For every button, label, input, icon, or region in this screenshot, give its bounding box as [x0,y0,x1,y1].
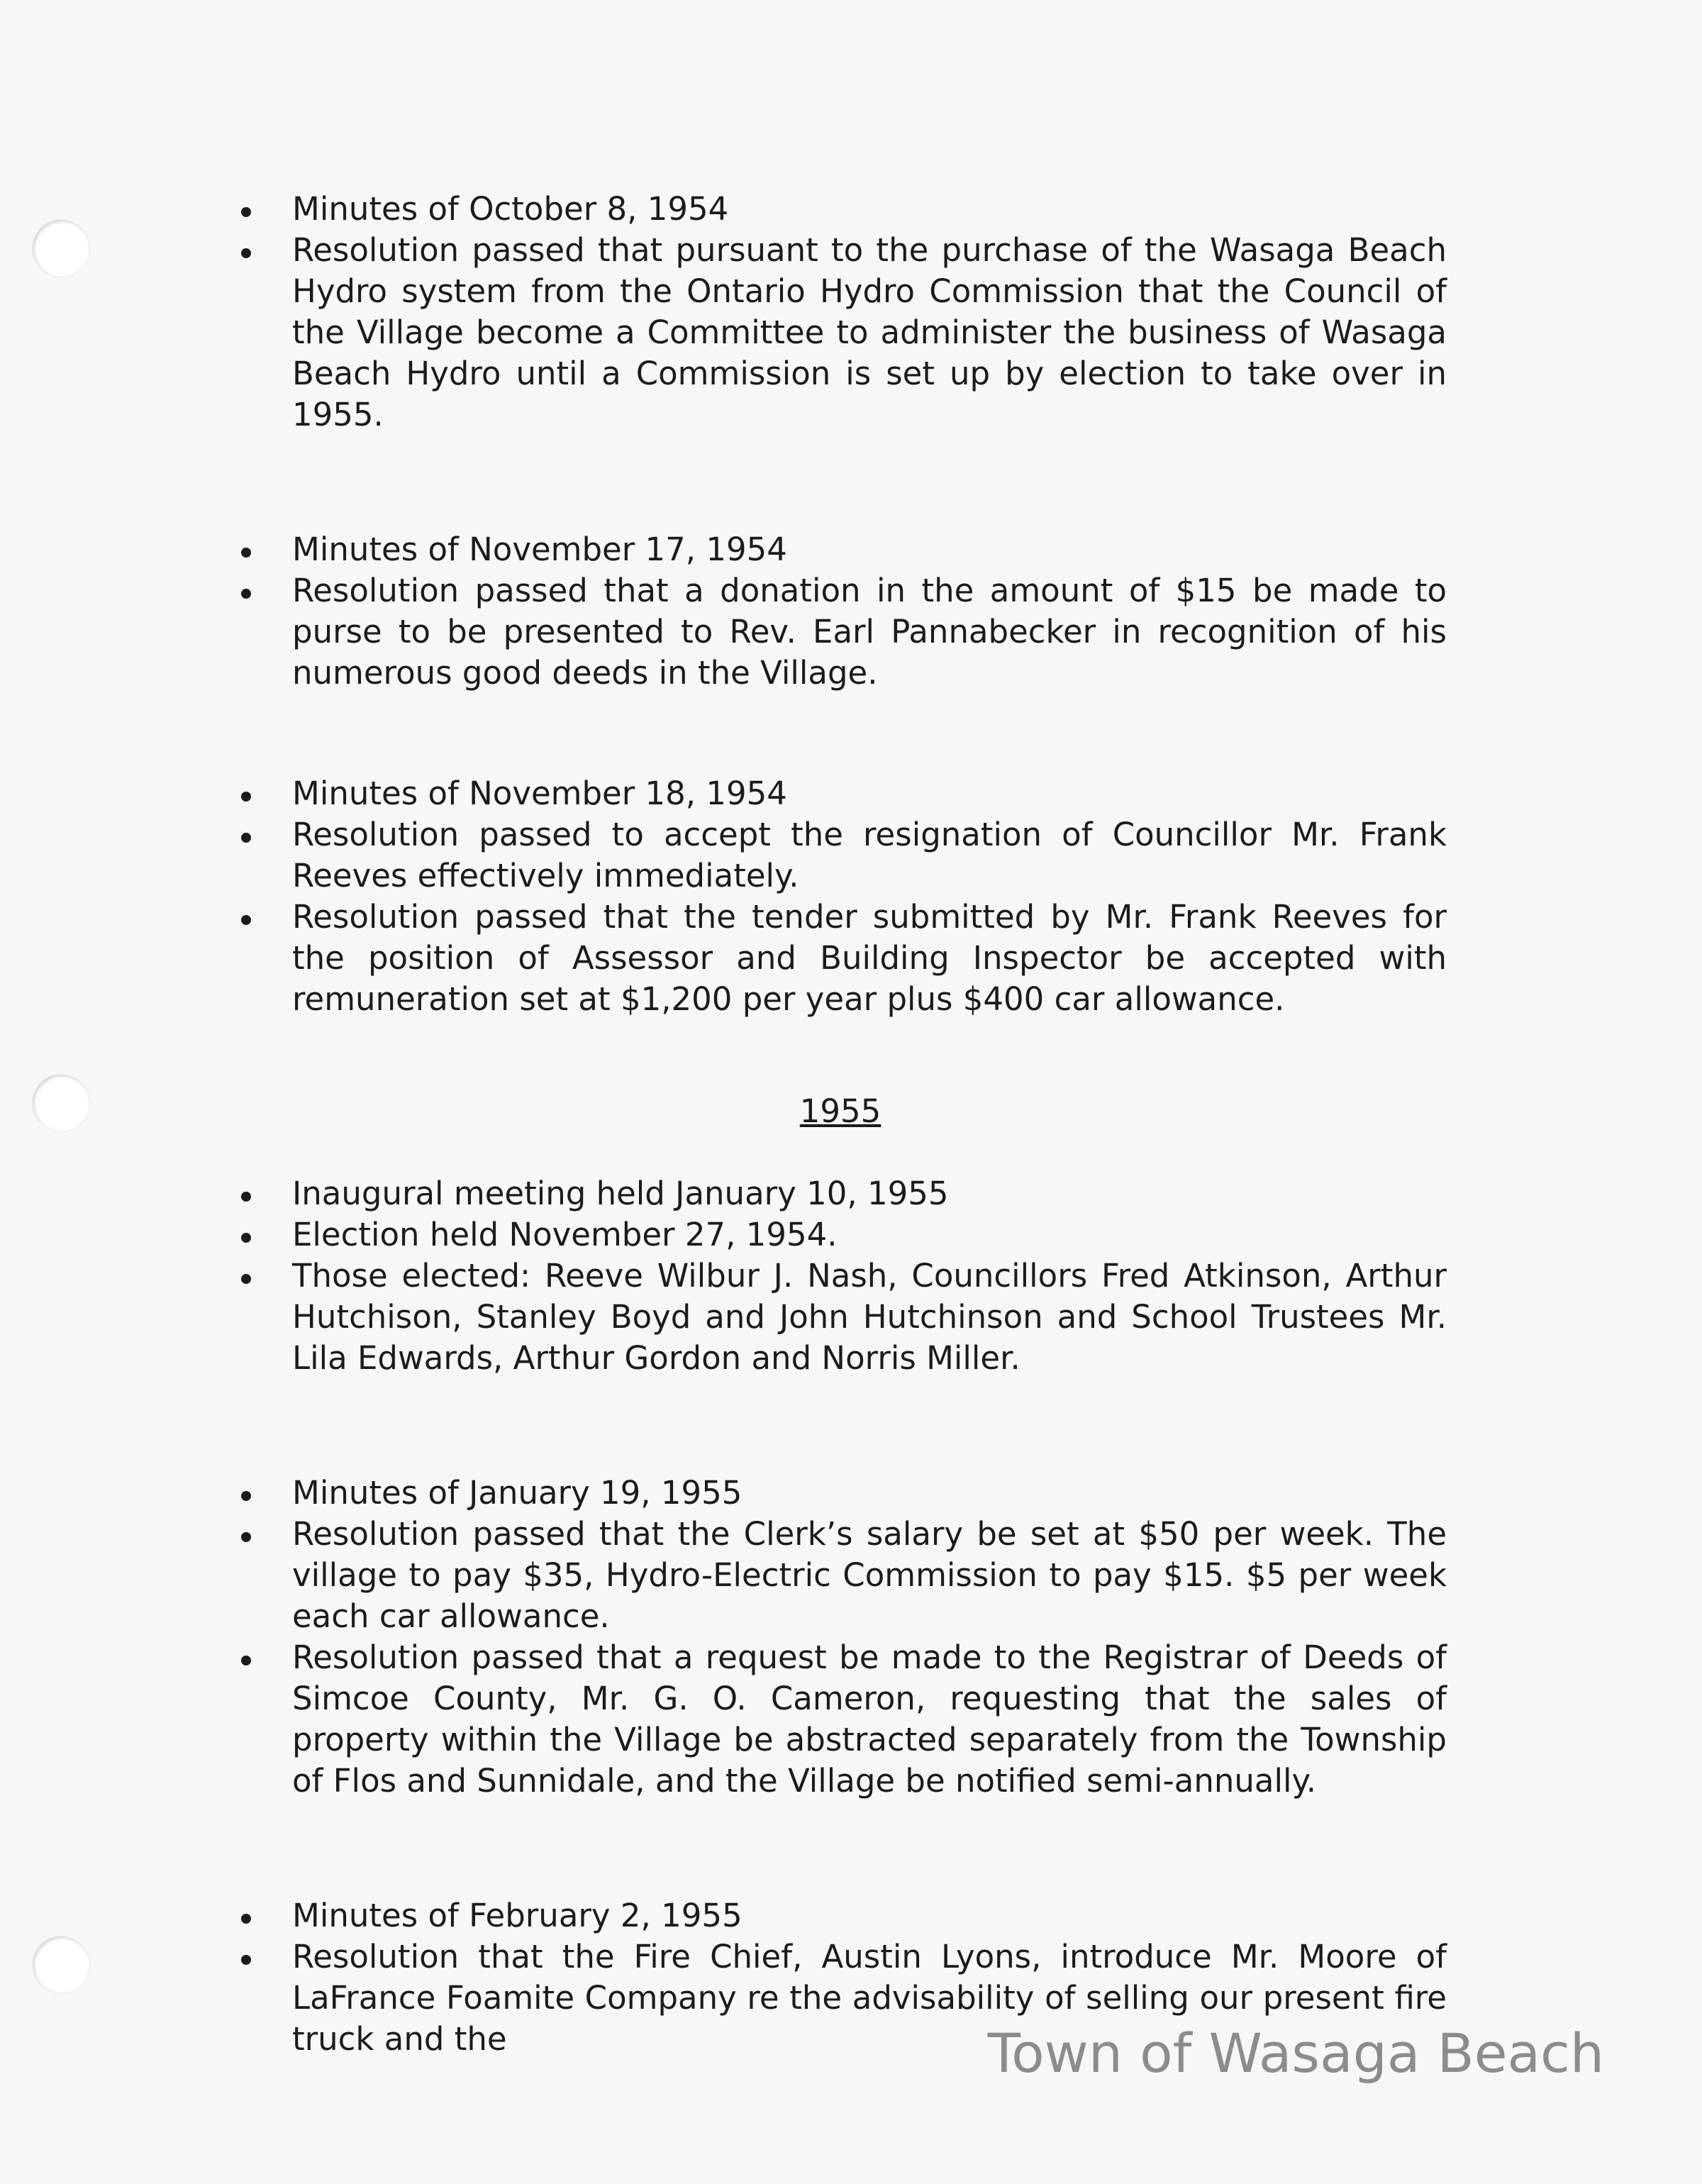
entry-text: Resolution passed to accept the resignation of Councillor Mr. Frank Reeves effectively immediately. [292,816,1447,894]
bullet [241,1491,251,1501]
list-item [234,189,1447,230]
list-item [234,570,1447,694]
spacer [234,1379,1447,1473]
list-item [234,529,1447,570]
bullet [241,589,251,599]
bullet [241,248,251,258]
entry-text: Resolution passed that the tender submitted by Mr. Frank Reeves for the position of Assessor and Building Inspector be accepted with remuneration set at $1,200 per year plus $400 car allowance. [292,898,1447,1018]
list-item [234,230,1447,436]
section-jan-19-1955 [234,1473,1447,1802]
section-inaugural-1955 [234,1173,1447,1379]
punch-hole-bottom [33,1936,89,1993]
section-oct-8-1954 [234,189,1447,436]
entry-text: Minutes of February 2, 1955 [292,1897,742,1934]
spacer [234,1132,1447,1173]
entry-text: Resolution that the Fire Chief, Austin Lyons, introduce Mr. Moore of LaFrance Foamite Company re the advisability of selling our present fire truck and the [292,1938,1447,2058]
bullet [241,1914,251,1924]
minutes-summary [234,189,1447,2060]
list-item [234,1473,1447,1514]
bullet [241,915,251,925]
section-nov-18-1954 [234,773,1447,1020]
entry-text: Minutes of October 8, 1954 [292,190,729,228]
bullet [241,1233,251,1243]
bullet [241,1656,251,1665]
bullet [241,207,251,217]
list-item [234,1214,1447,1255]
entry-text: Those elected: Reeve Wilbur J. Nash, Councillors Fred Atkinson, Arthur Hutchison, Stanley Boyd and John Hutchinson and School Trustees Mr. Lila Edwards, Arthur Gordon and Norris Miller. [292,1257,1447,1377]
spacer [234,1802,1447,1895]
list-item [234,814,1447,897]
entry-text: Resolution passed that pursuant to the purchase of the Wasaga Beach Hydro system from the Ontario Hydro Commission that the Council of the Village become a Committee to administer the business of Wasaga Beach Hydro until a Commission is set up by election to take over in 1955. [292,231,1447,433]
list-item [234,1895,1447,1936]
spacer [234,1020,1447,1091]
entry-text: Minutes of November 17, 1954 [292,531,787,568]
bullet [241,792,251,802]
entry-text: Resolution passed that a request be made to the Registrar of Deeds of Simcoe County, Mr. G. O. Cameron, requesting that the sales of property within the Village be abstracted separately from the Township of Flos and Sunnidale, and the Village be notified semi-annually. [292,1639,1447,1800]
bullet [241,1532,251,1542]
entry-text: Resolution passed that the Clerk’s salary be set at $50 per week. The village to pay $35, Hydro-Electric Commission to pay $15. $5 per week each car allowance. [292,1515,1447,1635]
bullet [241,548,251,558]
entry-text: Minutes of November 18, 1954 [292,775,787,812]
entry-text: Minutes of January 19, 1955 [292,1474,742,1512]
section-nov-17-1954 [234,529,1447,694]
list-item [234,1637,1447,1802]
year-heading: 1955 [799,1092,881,1130]
punch-hole-middle [33,1075,89,1131]
list-item [234,1255,1447,1379]
spacer [234,436,1447,529]
list-item [234,1173,1447,1214]
entry-text: Resolution passed that a donation in the amount of $15 be made to purse to be presented to Rev. Earl Pannabecker in recognition of his numerous good deeds in the Village. [292,572,1447,692]
list-item [234,773,1447,814]
bullet [241,1192,251,1202]
watermark: Town of Wasaga Beach [987,2022,1604,2085]
bullet [241,833,251,843]
bullet [241,1955,251,1965]
list-item [234,897,1447,1020]
punch-hole-top [33,220,89,277]
list-item [234,1514,1447,1637]
entry-text: Inaugural meeting held January 10, 1955 [292,1175,949,1212]
spacer [234,694,1447,773]
entry-text: Election held November 27, 1954. [292,1216,838,1253]
bullet [241,1274,251,1284]
